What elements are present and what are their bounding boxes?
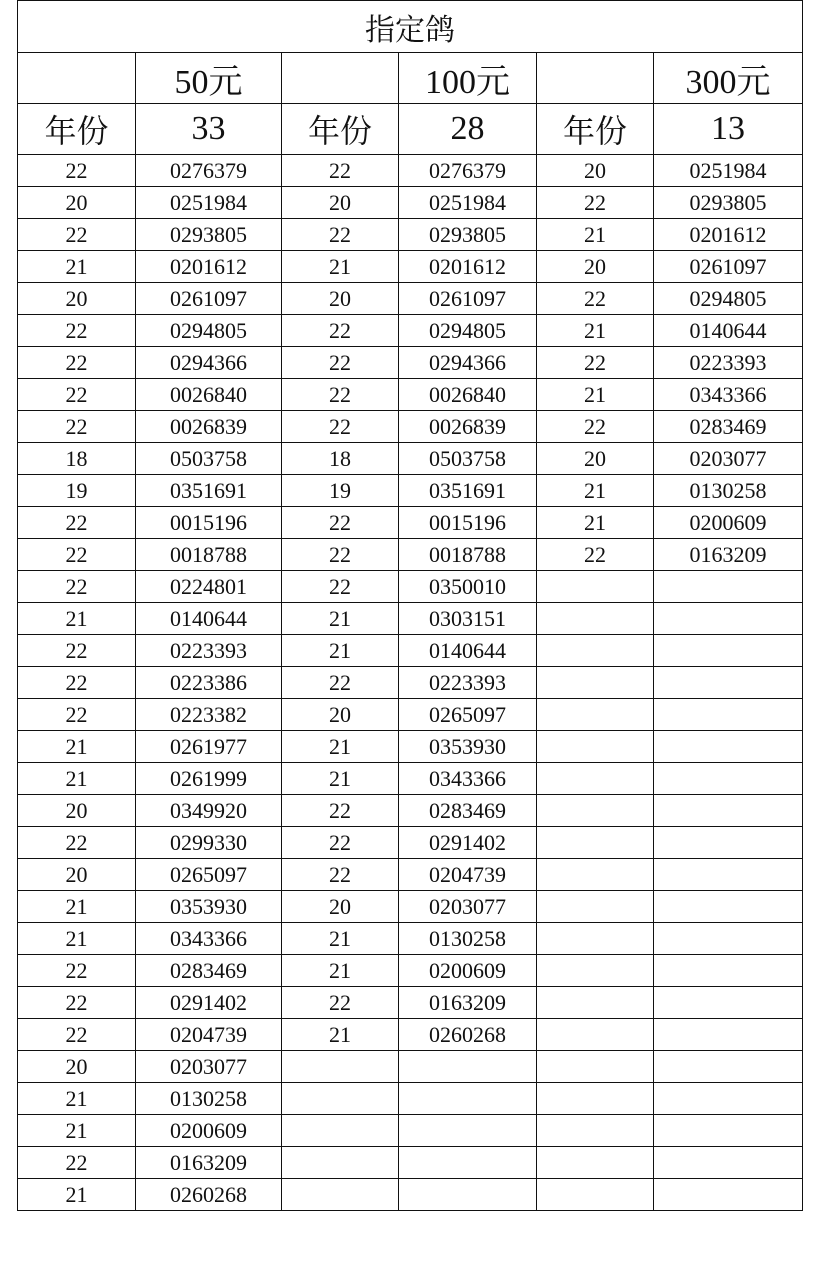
ring-number-cell: 0204739 <box>399 859 537 891</box>
ring-number-cell <box>654 571 803 603</box>
price-100: 100元 <box>399 53 537 104</box>
table-row <box>18 795 803 827</box>
ring-number-cell: 0223393 <box>654 347 803 379</box>
ring-number-cell: 0294366 <box>136 347 282 379</box>
price-spacer-100 <box>282 53 399 104</box>
year-cell: 22 <box>282 155 399 187</box>
ring-number-cell: 0349920 <box>136 795 282 827</box>
ring-number-cell <box>399 1179 537 1211</box>
ring-number-cell: 0201612 <box>399 251 537 283</box>
year-cell: 22 <box>282 795 399 827</box>
ring-number-cell <box>654 987 803 1019</box>
year-cell <box>537 1179 654 1211</box>
table-row <box>18 859 803 891</box>
price-spacer-300 <box>537 53 654 104</box>
ring-number-cell <box>654 731 803 763</box>
ring-number-cell <box>654 1115 803 1147</box>
table-row <box>18 571 803 603</box>
price-50: 50元 <box>136 53 282 104</box>
year-cell: 22 <box>18 155 136 187</box>
ring-number-cell: 0200609 <box>654 507 803 539</box>
table-row <box>18 315 803 347</box>
count-row <box>18 104 803 155</box>
table-row <box>18 827 803 859</box>
ring-number-cell: 0204739 <box>136 1019 282 1051</box>
year-cell: 21 <box>18 763 136 795</box>
table-row <box>18 731 803 763</box>
table-row <box>18 1019 803 1051</box>
year-cell: 19 <box>18 475 136 507</box>
year-cell: 22 <box>282 987 399 1019</box>
year-cell: 22 <box>18 379 136 411</box>
ring-number-cell: 0303151 <box>399 603 537 635</box>
price-spacer-50 <box>18 53 136 104</box>
table-row <box>18 699 803 731</box>
ring-number-cell: 0294366 <box>399 347 537 379</box>
ring-number-cell: 0026840 <box>136 379 282 411</box>
ring-number-cell <box>654 1179 803 1211</box>
table-row <box>18 379 803 411</box>
ring-number-cell <box>654 827 803 859</box>
table-row <box>18 1051 803 1083</box>
year-cell: 22 <box>537 283 654 315</box>
year-cell <box>537 667 654 699</box>
year-cell: 21 <box>18 1083 136 1115</box>
ring-number-cell: 0291402 <box>399 827 537 859</box>
ring-number-cell: 0350010 <box>399 571 537 603</box>
year-cell: 21 <box>18 923 136 955</box>
ring-number-cell: 0251984 <box>654 155 803 187</box>
year-cell: 22 <box>18 955 136 987</box>
year-cell <box>537 763 654 795</box>
year-cell: 20 <box>537 443 654 475</box>
price-row <box>18 53 803 104</box>
ring-number-cell: 0203077 <box>136 1051 282 1083</box>
year-cell: 22 <box>282 507 399 539</box>
ring-number-cell: 0293805 <box>654 187 803 219</box>
ring-number-cell: 0200609 <box>136 1115 282 1147</box>
year-cell: 22 <box>282 411 399 443</box>
table-row <box>18 635 803 667</box>
year-cell: 21 <box>537 219 654 251</box>
year-cell: 22 <box>18 539 136 571</box>
ring-number-cell: 0276379 <box>136 155 282 187</box>
count-50: 33 <box>136 104 282 155</box>
year-cell: 20 <box>282 283 399 315</box>
year-cell <box>282 1179 399 1211</box>
year-cell: 21 <box>18 603 136 635</box>
ring-number-cell: 0015196 <box>399 507 537 539</box>
year-header-50: 年份 <box>18 104 136 155</box>
ring-number-cell: 0260268 <box>399 1019 537 1051</box>
ring-number-cell: 0015196 <box>136 507 282 539</box>
ring-number-cell: 0351691 <box>136 475 282 507</box>
year-cell: 22 <box>282 827 399 859</box>
year-cell: 22 <box>18 827 136 859</box>
table-row <box>18 955 803 987</box>
year-header-100: 年份 <box>282 104 399 155</box>
year-cell <box>537 1051 654 1083</box>
year-cell: 22 <box>282 379 399 411</box>
ring-number-cell <box>654 1019 803 1051</box>
table-row <box>18 1179 803 1211</box>
year-cell: 20 <box>18 795 136 827</box>
ring-number-cell: 0261097 <box>399 283 537 315</box>
ring-number-cell <box>399 1051 537 1083</box>
year-cell <box>537 603 654 635</box>
ring-number-cell: 0294805 <box>654 283 803 315</box>
year-cell <box>282 1115 399 1147</box>
ring-number-cell: 0018788 <box>399 539 537 571</box>
ring-number-cell <box>654 667 803 699</box>
year-cell: 21 <box>18 1115 136 1147</box>
year-cell: 21 <box>537 379 654 411</box>
year-cell: 22 <box>18 411 136 443</box>
year-cell: 21 <box>282 955 399 987</box>
table-row <box>18 923 803 955</box>
table-row <box>18 283 803 315</box>
ring-number-cell: 0163209 <box>399 987 537 1019</box>
ring-number-cell: 0251984 <box>136 187 282 219</box>
count-100: 28 <box>399 104 537 155</box>
ring-number-cell: 0026839 <box>399 411 537 443</box>
ring-number-cell <box>399 1147 537 1179</box>
ring-number-cell: 0265097 <box>136 859 282 891</box>
year-cell <box>537 987 654 1019</box>
year-cell <box>537 891 654 923</box>
ring-number-cell: 0283469 <box>399 795 537 827</box>
year-cell: 21 <box>537 315 654 347</box>
ring-number-cell: 0343366 <box>654 379 803 411</box>
ring-number-cell: 0130258 <box>399 923 537 955</box>
year-cell: 20 <box>18 283 136 315</box>
ring-number-cell: 0200609 <box>399 955 537 987</box>
ring-number-cell <box>654 859 803 891</box>
ring-number-cell: 0018788 <box>136 539 282 571</box>
year-cell: 22 <box>537 347 654 379</box>
ring-number-cell: 0130258 <box>136 1083 282 1115</box>
table-row <box>18 987 803 1019</box>
year-cell <box>537 955 654 987</box>
ring-number-cell: 0261097 <box>654 251 803 283</box>
ring-number-cell: 0299330 <box>136 827 282 859</box>
ring-number-cell: 0294805 <box>136 315 282 347</box>
year-cell: 20 <box>282 891 399 923</box>
ring-number-cell: 0261999 <box>136 763 282 795</box>
ring-number-cell: 0343366 <box>136 923 282 955</box>
ring-number-cell: 0223386 <box>136 667 282 699</box>
year-cell: 22 <box>18 347 136 379</box>
year-cell: 21 <box>282 635 399 667</box>
table-row <box>18 667 803 699</box>
ring-number-cell: 0201612 <box>654 219 803 251</box>
ring-number-cell <box>654 891 803 923</box>
year-cell: 22 <box>18 667 136 699</box>
year-cell: 19 <box>282 475 399 507</box>
year-cell: 21 <box>18 891 136 923</box>
ring-number-cell <box>654 795 803 827</box>
year-cell: 22 <box>18 987 136 1019</box>
ring-number-cell: 0140644 <box>136 603 282 635</box>
year-cell <box>537 699 654 731</box>
year-cell: 22 <box>282 667 399 699</box>
ring-number-cell: 0291402 <box>136 987 282 1019</box>
year-cell <box>537 1115 654 1147</box>
ring-number-cell: 0223393 <box>136 635 282 667</box>
year-cell: 22 <box>282 859 399 891</box>
year-cell <box>537 1019 654 1051</box>
title-row <box>18 1 803 53</box>
year-cell: 21 <box>282 923 399 955</box>
year-cell: 22 <box>282 219 399 251</box>
ring-number-cell <box>654 635 803 667</box>
year-cell: 22 <box>537 539 654 571</box>
year-cell: 21 <box>18 251 136 283</box>
table-row <box>18 347 803 379</box>
table-row <box>18 187 803 219</box>
year-cell: 21 <box>537 475 654 507</box>
year-cell: 20 <box>18 859 136 891</box>
table-row <box>18 539 803 571</box>
year-cell: 22 <box>282 315 399 347</box>
table-row <box>18 1115 803 1147</box>
ring-number-cell: 0203077 <box>399 891 537 923</box>
year-cell: 20 <box>282 699 399 731</box>
table-row <box>18 603 803 635</box>
year-cell: 22 <box>18 219 136 251</box>
year-cell: 22 <box>18 699 136 731</box>
ring-number-cell: 0503758 <box>399 443 537 475</box>
year-cell: 20 <box>282 187 399 219</box>
year-cell: 22 <box>282 347 399 379</box>
year-cell: 22 <box>18 315 136 347</box>
ring-number-cell: 0276379 <box>399 155 537 187</box>
table-row <box>18 219 803 251</box>
year-cell: 22 <box>18 571 136 603</box>
year-cell: 21 <box>282 603 399 635</box>
table-row <box>18 443 803 475</box>
year-cell <box>537 859 654 891</box>
year-cell <box>282 1083 399 1115</box>
ring-number-cell: 0503758 <box>136 443 282 475</box>
year-cell: 21 <box>282 763 399 795</box>
year-cell <box>537 1147 654 1179</box>
table-row <box>18 763 803 795</box>
ring-number-cell: 0251984 <box>399 187 537 219</box>
ring-number-cell <box>654 603 803 635</box>
year-header-300: 年份 <box>537 104 654 155</box>
ring-number-cell: 0261977 <box>136 731 282 763</box>
year-cell: 22 <box>18 1147 136 1179</box>
ring-number-cell: 0353930 <box>136 891 282 923</box>
year-cell: 20 <box>18 1051 136 1083</box>
ring-number-cell: 0026840 <box>399 379 537 411</box>
year-cell: 20 <box>537 155 654 187</box>
ring-number-cell <box>654 1051 803 1083</box>
year-cell: 22 <box>537 411 654 443</box>
ring-number-cell <box>654 763 803 795</box>
ring-number-cell: 0283469 <box>136 955 282 987</box>
table-row <box>18 251 803 283</box>
ring-number-cell: 0224801 <box>136 571 282 603</box>
ring-number-cell <box>399 1083 537 1115</box>
table-row <box>18 1083 803 1115</box>
year-cell <box>537 1083 654 1115</box>
table-title: 指定鸽 <box>18 1 803 53</box>
ring-number-cell: 0026839 <box>136 411 282 443</box>
table-row <box>18 155 803 187</box>
ring-number-cell <box>654 923 803 955</box>
year-cell: 21 <box>282 1019 399 1051</box>
year-cell: 21 <box>18 731 136 763</box>
ring-number-cell: 0351691 <box>399 475 537 507</box>
ring-number-cell: 0201612 <box>136 251 282 283</box>
ring-number-cell <box>654 955 803 987</box>
year-cell: 21 <box>18 1179 136 1211</box>
ring-number-cell: 0130258 <box>654 475 803 507</box>
year-cell: 21 <box>282 731 399 763</box>
year-cell <box>537 571 654 603</box>
year-cell <box>537 731 654 763</box>
year-cell: 21 <box>282 251 399 283</box>
ring-number-cell: 0261097 <box>136 283 282 315</box>
ring-number-cell: 0265097 <box>399 699 537 731</box>
year-cell: 18 <box>18 443 136 475</box>
year-cell <box>282 1147 399 1179</box>
year-cell: 20 <box>537 251 654 283</box>
year-cell: 18 <box>282 443 399 475</box>
ring-number-cell: 0293805 <box>136 219 282 251</box>
year-cell <box>282 1051 399 1083</box>
ring-number-cell: 0294805 <box>399 315 537 347</box>
ring-number-cell <box>399 1115 537 1147</box>
ring-number-cell: 0163209 <box>654 539 803 571</box>
ring-number-cell: 0140644 <box>654 315 803 347</box>
ring-number-cell: 0140644 <box>399 635 537 667</box>
ring-number-cell <box>654 1147 803 1179</box>
year-cell: 22 <box>282 571 399 603</box>
ring-number-cell: 0293805 <box>399 219 537 251</box>
year-cell: 21 <box>537 507 654 539</box>
year-cell: 22 <box>18 1019 136 1051</box>
ring-number-cell: 0203077 <box>654 443 803 475</box>
year-cell: 22 <box>537 187 654 219</box>
table-row <box>18 475 803 507</box>
year-cell <box>537 827 654 859</box>
count-300: 13 <box>654 104 803 155</box>
ring-number-cell <box>654 1083 803 1115</box>
ring-number-cell: 0353930 <box>399 731 537 763</box>
ring-number-cell: 0343366 <box>399 763 537 795</box>
year-cell <box>537 795 654 827</box>
year-cell <box>537 635 654 667</box>
year-cell: 20 <box>18 187 136 219</box>
ring-number-cell <box>654 699 803 731</box>
ring-number-cell: 0223393 <box>399 667 537 699</box>
table-row <box>18 411 803 443</box>
table-row <box>18 1147 803 1179</box>
ring-number-cell: 0283469 <box>654 411 803 443</box>
designated-pigeon-table <box>17 0 803 1211</box>
year-cell: 22 <box>18 635 136 667</box>
price-300: 300元 <box>654 53 803 104</box>
ring-number-cell: 0260268 <box>136 1179 282 1211</box>
year-cell <box>537 923 654 955</box>
ring-number-cell: 0163209 <box>136 1147 282 1179</box>
table-row <box>18 891 803 923</box>
table-row <box>18 507 803 539</box>
year-cell: 22 <box>18 507 136 539</box>
year-cell: 22 <box>282 539 399 571</box>
ring-number-cell: 0223382 <box>136 699 282 731</box>
